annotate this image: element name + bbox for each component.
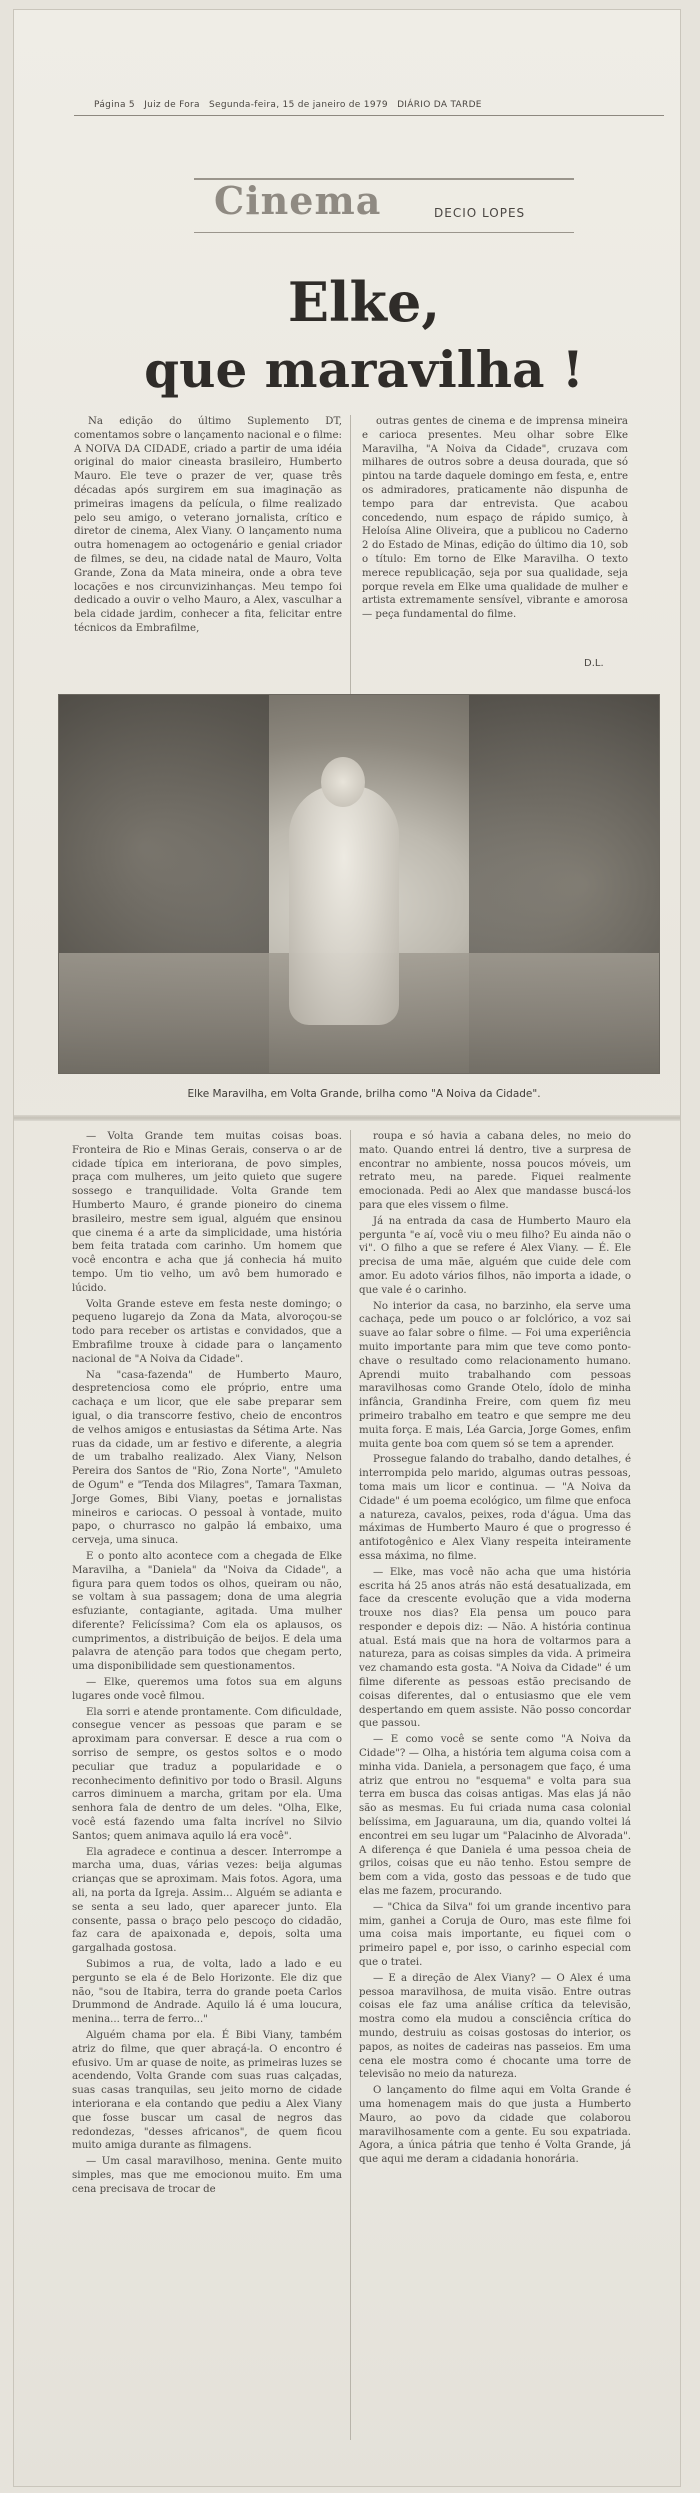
article-headline (114, 272, 614, 400)
body-paragraph: roupa e só havia a cabana deles, no meio do mato. Quando entrei lá dentro, tive a surpresa de encontrar no ambiente, nossa poucos móveis, um retrato meu, na parede. Fiquei realmente emocionada. Pedi ao Alex que mandasse buscá-los para que eles vissem o filme. (359, 1131, 631, 1211)
page-fold (14, 1115, 680, 1121)
body-paragraph: Subimos a rua, de volta, lado a lado e eu pergunto se ela é de Belo Horizonte. Ele diz que não, "sou de Itabira, terra do grande poeta Carlos Drummond de Andrade. Aquilo lá é uma loucura, menina... terra de ferro..." (72, 1959, 342, 2026)
body-paragraph: — Elke, queremos uma fotos sua em alguns lugares onde você filmou. (72, 1677, 342, 1702)
headline-line-2: que maravilha ! (144, 340, 584, 399)
body-paragraph: — Volta Grande tem muitas coisas boas. Fronteira de Rio e Minas Gerais, conserva o ar de cidade típica em interiorana, de povo simples, praça com mulheres, um jeito quieto que sugere sossego e tranquilidade. Volta Grande tem Humberto Mauro, é grande pioneiro do cinema brasileiro, mestre sem igual, alguém que ensinou que cinema é a arte da simplicidade, uma história bem feita tratada com carinho. Um homem que você encontra e acha que já conhecia há muito tempo. Um tio velho, um avô bem humorado e lúcido. (72, 1131, 342, 1294)
body-paragraph: — E a direção de Alex Viany? — O Alex é uma pessoa maravilhosa, de muita visão. Entre outras coisas ele faz uma análise crítica da televisão, mostra como ela mudou a consciência crítica do mundo, destruiu as coisas gostosas do interior, os papos, as noites de cadeiras nas passeios. Em uma cena ele mostra como é chocante uma torre de televisão no meio da natureza. (359, 1972, 631, 2081)
intro-paragraph: Na edição do último Suplemento DT, comentamos sobre o lançamento nacional e o filme: A NOIVA DA CIDADE, criado a partir de uma idéia original do maior cineasta brasileiro, Humberto Mauro. Ele teve o prazer de ver, quase três décadas após surgirem em sua imaginação as primeiras imagens da película, o filme realizado pelo seu amigo, o veterano jornalista, crítico e diretor de cinema, Alex Viany. O lançamento numa outra homenagem ao octogenário e genial criador de filmes, se deu, na cidade natal de Mauro, Volta Grande, Zona da Mata mineira, onde a obra teve locações e nos circunvizinhanças. Meu tempo foi dedicado a ouvir o velho Mauro, a Alex, vasculhar a bela cidade jardim, conhecer a fita, felicitar entre técnicos da Embrafilme, (74, 416, 342, 634)
body-paragraph: — E como você se sente como "A Noiva da Cidade"? — Olha, a história tem alguma coisa com a minha vida. Daniela, a personagem que faço, é uma atriz que entrou no "esquema" e volta para sua terra em busca das coisas antigas. Mas elas já não são as mesmas. Eu fui criada numa casa colonial belíssima, em Jaguarauna, um dia, quando voltei lá encontrei em seu lugar um "Palacinho de Alvorada". A diferença é que Daniela é uma pessoa cheia de grilos, coisas que eu não tenho. Estou sempre de bem com a vida, gosto das pessoas e de tudo que elas me fazem, procurando. (359, 1734, 631, 1898)
photo-figure (289, 785, 399, 1025)
body-paragraph: Na "casa-fazenda" de Humberto Mauro, despretenciosa como ele próprio, entre uma cachaça e um licor, que ele sabe preparar sem igual, o dia transcorre festivo, cheio de encontros de velhos amigos e entusiastas da Sétima Arte. Nas ruas da cidade, um ar festivo e diferente, a alegria de um trabalho realizado. Alex Viany, Nelson Pereira dos Santos de "Rio, Zona Norte", "Amuleto de Ogum" e "Tenda dos Milagres", Tamara Taxman, Jorge Gomes, Bibi Viany, poetas e jornalistas mineiros e cariocas. O pessoal à vontade, muito papo, o churrasco no galpão lá embaixo, uma cerveja, uma sinuca. (72, 1369, 342, 1547)
body-paragraph: No interior da casa, no barzinho, ela serve uma cachaça, pede um pouco o ar folclórico, a voz sai suave ao falar sobre o filme. — Foi uma experiência muito importante para mim que teve como ponto-chave o resultado como relacionamento humano. Aprendi muito trabalhando com pessoas maravilhosas como Grande Otelo, ídolo de minha infância, Grandinha Freire, com quem fiz meu primeiro trabalho em teatro e que sempre me deu muita força. E mais, Léa Garcia, Jorge Gomes, enfim muita gente boa com quem só se tem a aprender. (359, 1300, 631, 1450)
body-paragraph: Volta Grande esteve em festa neste domingo; o pequeno lugarejo da Zona da Mata, alvoroçou-se todo para receber os artistas e convidados, que a Embrafilme trouxe à cidade para o lançamento nacional de "A Noiva da Cidade". (72, 1298, 342, 1365)
body-paragraph: — "Chica da Silva" foi um grande incentivo para mim, ganhei a Coruja de Ouro, mas este filme foi uma coisa mais importante, eu fiquei com o primeiro papel e, por isso, o carinho especial com que o tratei. (359, 1901, 631, 1969)
intro-paragraph: outras gentes de cinema e de imprensa mineira e carioca presentes. Meu olhar sobre Elke Maravilha, "A Noiva da Cidade", cruzava com milhares de outros sobre a deusa dourada, que só pintou na tarde daquele domingo em festa, e, entre os admiradores, praticamente não dispunha de tempo para dar entrevista. Que acabou concedendo, num espaço de rápido sumiço, à Heloísa Aline Oliveira, que a publicou no Caderno 2 do Estado de Minas, edição do último dia 10, sob o título: Em torno de Elke Maravilha. O texto merece republicação, seja por sua qualidade, seja porque revela em Elke uma qualidade de mulher e artista extremamente sensível, vibrante e amorosa — peça fundamental do filme. (362, 416, 629, 621)
body-paragraph: — Elke, mas você não acha que uma história escrita há 25 anos atrás não está desatualizada, em face da crescente evolução que a vida moderna trouxe nos dias? Ela pensa um pouco para responder e depois diz: — Não. A história continua atual. Está mais que na hora de voltarmos para a natureza, para as coisas simples da vida. A primeira vez chamando esta gosta. "A Noiva da Cidade" é um filme diferente as pessoas estão precisando de coisas diferentes, dal o entusiasmo que ele vem despertando em quem assiste. Não posso concordar que passou. (359, 1566, 631, 1730)
body-column-left (72, 1130, 342, 2199)
city-name: Juiz de Fora (144, 100, 200, 110)
author-initials: D.L. (584, 658, 604, 669)
headline-line-1: Elke, (287, 270, 441, 334)
body-column-right (359, 1130, 631, 2169)
body-paragraph: Ela sorri e atende prontamente. Com dificuldade, consegue vencer as pessoas que param e se aproximam para conversar. E desce a rua com o sorriso de sempre, os gestos soltos e o modo peculiar que traduz a popularidade e o reconhecimento definitivo por todo o Brasil. Alguns carros diminuem a marcha, gritam por ela. Uma senhora fala de dentro de um deles. "Olha, Elke, você está fazendo uma falta incrível no Silvio Santos; quem animava aquilo lá era você". (72, 1706, 342, 1842)
body-paragraph: Ela agradece e continua a descer. Interrompe a marcha uma, duas, várias vezes: beija algumas crianças que se aproximam. Mais fotos. Agora, uma ali, na porta da Igreja. Assim... Alguém se adianta e se senta a seu lado, quer aparecer junto. Ela consente, passa o braço pelo pescoço do cidadão, faz cara de apaixonada e, depois, solta uma gargalhada gostosa. (72, 1846, 342, 1955)
column-divider (350, 1130, 351, 2440)
body-paragraph: — Um casal maravilhoso, menina. Gente muito simples, mas que me emocionou muito. Em uma cena precisava de trocar de (72, 2156, 342, 2195)
section-author: DECIO LOPES (434, 206, 526, 220)
issue-date: Segunda-feira, 15 de janeiro de 1979 (209, 100, 388, 110)
page-number: Página 5 (94, 100, 135, 110)
section-banner (194, 178, 574, 232)
intro-column-left (74, 415, 342, 638)
column-divider (350, 415, 351, 715)
photo-figure-head (321, 757, 365, 807)
newspaper-page (14, 10, 680, 2486)
body-paragraph: Já na entrada da casa de Humberto Mauro ela pergunta "e aí, você viu o meu filho? Eu ainda não o vi". O filho a que se refere é Alex Viany. — É. Ele precisa de uma mãe, alguém que cuide dele com amor. Eu adoto vários filhos, não importa a idade, o que vale é o carinho. (359, 1215, 631, 1296)
body-paragraph: E o ponto alto acontece com a chegada de Elke Maravilha, a "Daniela" da "Noiva da Cidade", a figura para quem todos os olhos, queiram ou não, se voltam à sua passagem; dona de uma alegria esfuziante, contagiante, agitada. Uma mulher diferente? Felicíssima? Com ela os aplausos, os cumprimentos, a distribuição de beijos. E dela uma palavra de atenção para todos que chegam perto, uma disponibilidade sem questionamentos. (72, 1550, 342, 1673)
body-paragraph: Prossegue falando do trabalho, dando detalhes, é interrompida pelo marido, algumas outras pessoas, toma mais um licor e continua. — "A Noiva da Cidade" é um poema ecológico, um filme que enfoca a natureza, cavalos, peixes, roda d'água. Uma das máximas de Humberto Mauro é que o progresso é antifotogênico e Alex Viany respeita inteiramente essa máxima, no filme. (359, 1454, 631, 1562)
section-title: Cinema (214, 178, 382, 223)
header-rule (74, 115, 664, 116)
page-header (94, 100, 654, 110)
body-paragraph: Alguém chama por ela. É Bibi Viany, também atriz do filme, que quer abraçá-la. O encontro é efusivo. Um ar quase de noite, as primeiras luzes se acendendo, Volta Grande com suas ruas calçadas, suas casas tranquilas, seu jeito morno de cidade interiorana e ela contando que pediu a Alex Viany que fosse buscar um casal de negros das redondezas, "desses africanos", de quem ficou muito amiga durante as filmagens. (72, 2030, 342, 2152)
body-paragraph: O lançamento do filme aqui em Volta Grande é uma homenagem mais do que justa a Humberto Mauro, ao povo da cidade que colaborou maravilhosamente com a gente. Eu sou expatriada. Agora, a única pátria que tenho é Volta Grande, já que aqui me deram a cidadania honorária. (359, 2085, 631, 2166)
newspaper-name: DIÁRIO DA TARDE (397, 100, 482, 110)
article-photo (58, 694, 660, 1074)
photo-caption: Elke Maravilha, em Volta Grande, brilha como "A Noiva da Cidade". (187, 1088, 541, 1100)
intro-column-right (362, 415, 628, 624)
